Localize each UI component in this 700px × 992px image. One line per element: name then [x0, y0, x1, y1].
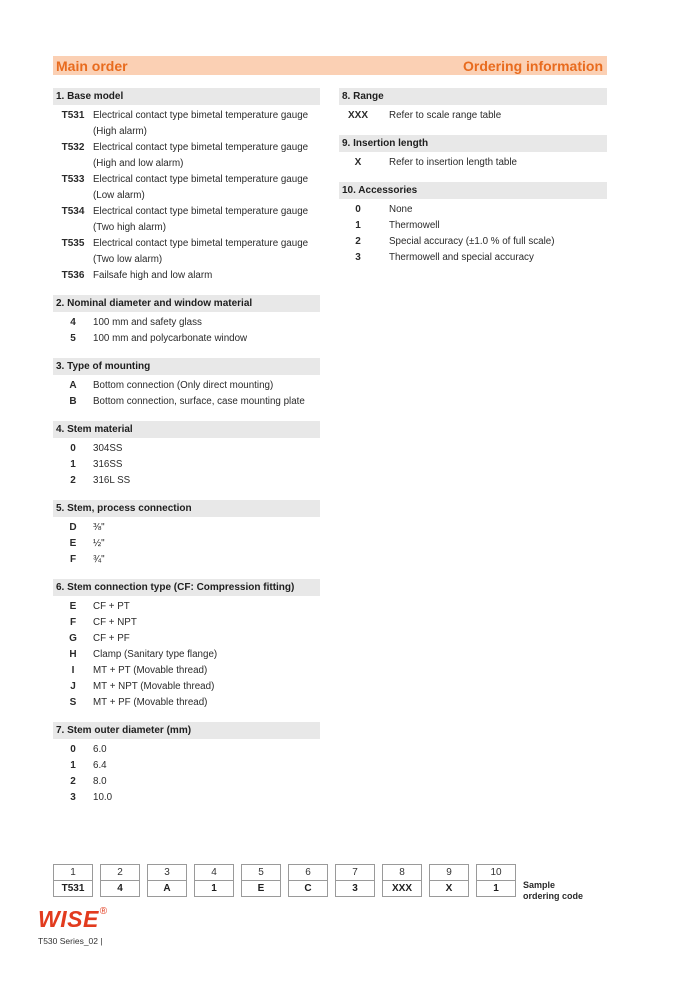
option-code — [53, 124, 93, 140]
option-description: Refer to insertion length table — [389, 157, 517, 168]
option-description: Refer to scale range table — [389, 110, 502, 121]
option-description: (Low alarm) — [93, 190, 145, 201]
code-value: 3 — [335, 881, 375, 897]
option-row — [339, 108, 607, 124]
code-box — [100, 864, 140, 897]
option-code: X — [354, 157, 362, 168]
option-row — [53, 647, 320, 663]
option-row — [53, 140, 320, 156]
option-code: 4 — [70, 317, 76, 328]
option-row — [53, 108, 320, 124]
option-code: J — [70, 681, 76, 692]
option-code: XXX — [347, 110, 368, 121]
code-box — [476, 864, 516, 897]
option-row — [53, 552, 320, 568]
section — [339, 135, 607, 171]
option-code: F — [69, 617, 77, 628]
option-description: Electrical contact type bimetal temperature gauge — [93, 206, 309, 217]
option-code: T532 — [61, 142, 85, 153]
option-row — [53, 252, 320, 268]
header-right-title: Ordering information — [463, 57, 603, 74]
option-code — [53, 188, 93, 204]
option-code: A — [69, 380, 77, 391]
option-row — [53, 599, 320, 615]
code-value: 4 — [100, 881, 140, 897]
option-description: MT + PT (Movable thread) — [93, 665, 208, 676]
code-box — [288, 864, 328, 897]
section-title: 5. Stem, process connection — [53, 500, 320, 517]
code-value: T531 — [53, 881, 93, 897]
option-code: D — [69, 522, 77, 533]
option-code: 2 — [70, 776, 76, 787]
option-code: S — [69, 697, 77, 708]
sample-ordering-code — [53, 864, 583, 902]
option-code — [53, 252, 93, 268]
option-description: 6.0 — [93, 744, 107, 755]
section — [339, 182, 607, 266]
option-row — [53, 236, 320, 252]
code-box — [335, 864, 375, 897]
option-description: (Two high alarm) — [93, 222, 166, 233]
option-description: ½" — [93, 538, 105, 549]
option-row — [53, 441, 320, 457]
option-row — [53, 679, 320, 695]
option-description: 316L SS — [93, 475, 131, 486]
logo-text: WISE — [38, 906, 99, 932]
option-description: Electrical contact type bimetal temperature gauge — [93, 174, 309, 185]
option-row — [53, 268, 320, 284]
option-row — [53, 124, 320, 140]
code-box — [53, 864, 93, 897]
option-code: 0 — [70, 744, 76, 755]
footer-series: T530 Series_02 | — [38, 936, 103, 946]
code-boxes — [53, 864, 523, 897]
code-position-number: 4 — [194, 864, 234, 881]
code-position-number: 6 — [288, 864, 328, 881]
section-title: 4. Stem material — [53, 421, 320, 438]
section-title: 9. Insertion length — [339, 135, 607, 152]
option-row — [53, 220, 320, 236]
code-box — [147, 864, 187, 897]
option-code: 0 — [70, 443, 76, 454]
option-description: CF + NPT — [93, 617, 137, 628]
section — [53, 722, 320, 806]
option-row — [53, 394, 320, 410]
option-code — [53, 156, 93, 172]
section — [339, 88, 607, 124]
section-title: 10. Accessories — [339, 182, 607, 199]
option-row — [53, 315, 320, 331]
option-description: ⅜" — [93, 522, 105, 533]
section-title: 8. Range — [339, 88, 607, 105]
option-description: (High and low alarm) — [93, 158, 184, 169]
code-value: 1 — [194, 881, 234, 897]
option-code: 3 — [70, 792, 76, 803]
option-description: 100 mm and polycarbonate window — [93, 333, 248, 344]
option-description: 8.0 — [93, 776, 107, 787]
option-code — [53, 220, 93, 236]
section — [53, 579, 320, 711]
option-row — [53, 615, 320, 631]
option-row — [53, 695, 320, 711]
option-description: Special accuracy (±1.0 % of full scale) — [389, 236, 555, 247]
option-row — [339, 218, 607, 234]
code-value: E — [241, 881, 281, 897]
option-description: MT + NPT (Movable thread) — [93, 681, 215, 692]
code-box — [429, 864, 469, 897]
option-row — [339, 234, 607, 250]
right-column — [339, 88, 607, 277]
option-description: Thermowell — [389, 220, 440, 231]
option-code: F — [69, 554, 77, 565]
option-code: 5 — [70, 333, 76, 344]
option-description: (Two low alarm) — [93, 254, 163, 265]
code-position-number: 2 — [100, 864, 140, 881]
code-position-number: 8 — [382, 864, 422, 881]
option-code: H — [69, 649, 77, 660]
option-code: 1 — [355, 220, 361, 231]
code-value: 1 — [476, 881, 516, 897]
section-title: 7. Stem outer diameter (mm) — [53, 722, 320, 739]
option-description: 10.0 — [93, 792, 113, 803]
section-title: 6. Stem connection type (CF: Compression fitting) — [53, 579, 320, 596]
wise-logo — [38, 906, 107, 933]
code-value: X — [429, 881, 469, 897]
code-position-number: 10 — [476, 864, 516, 881]
section — [53, 295, 320, 347]
option-code: E — [69, 601, 77, 612]
code-value: XXX — [382, 881, 422, 897]
option-code: 1 — [70, 459, 76, 470]
option-row — [53, 457, 320, 473]
option-code: T535 — [61, 238, 85, 249]
section — [53, 500, 320, 568]
option-description: (High alarm) — [93, 126, 147, 137]
option-code: 1 — [70, 760, 76, 771]
option-row — [339, 250, 607, 266]
option-description: 100 mm and safety glass — [93, 317, 202, 328]
code-position-number: 7 — [335, 864, 375, 881]
option-description: CF + PF — [93, 633, 130, 644]
option-row — [53, 790, 320, 806]
option-row — [53, 758, 320, 774]
option-code: T534 — [61, 206, 85, 217]
option-description: Electrical contact type bimetal temperature gauge — [93, 142, 309, 153]
section — [53, 421, 320, 489]
option-row — [53, 631, 320, 647]
section-title: 1. Base model — [53, 88, 320, 105]
code-position-number: 5 — [241, 864, 281, 881]
code-position-number: 3 — [147, 864, 187, 881]
sample-ordering-label — [523, 880, 583, 902]
option-row — [53, 172, 320, 188]
option-description: Thermowell and special accuracy — [389, 252, 534, 263]
option-row — [339, 155, 607, 171]
option-description: MT + PF (Movable thread) — [93, 697, 208, 708]
option-row — [53, 520, 320, 536]
option-row — [53, 663, 320, 679]
option-description: ¾" — [93, 554, 105, 565]
option-description: Clamp (Sanitary type flange) — [93, 649, 218, 660]
option-code: T536 — [61, 270, 85, 281]
section — [53, 358, 320, 410]
option-row — [53, 774, 320, 790]
code-position-number: 9 — [429, 864, 469, 881]
code-box — [241, 864, 281, 897]
code-value: C — [288, 881, 328, 897]
option-code: G — [69, 633, 77, 644]
option-row — [53, 536, 320, 552]
registered-mark: ® — [99, 906, 108, 917]
option-code: 2 — [355, 236, 361, 247]
header-left-title: Main order — [56, 57, 128, 74]
option-row — [53, 331, 320, 347]
option-code: E — [69, 538, 77, 549]
section-title: 2. Nominal diameter and window material — [53, 295, 320, 312]
option-code: B — [69, 396, 77, 407]
left-column — [53, 88, 320, 817]
header-bar — [53, 56, 607, 75]
option-description: CF + PT — [93, 601, 130, 612]
code-box — [382, 864, 422, 897]
option-row — [53, 473, 320, 489]
section — [53, 88, 320, 284]
option-code: 2 — [70, 475, 76, 486]
option-row — [53, 204, 320, 220]
option-code: 3 — [355, 252, 361, 263]
option-row — [53, 378, 320, 394]
option-description: 6.4 — [93, 760, 107, 771]
option-row — [53, 156, 320, 172]
option-description: Bottom connection, surface, case mounting plate — [93, 396, 305, 407]
option-row — [339, 202, 607, 218]
option-description: 316SS — [93, 459, 123, 470]
option-description: Bottom connection (Only direct mounting) — [93, 380, 274, 391]
code-position-number: 1 — [53, 864, 93, 881]
option-description: Electrical contact type bimetal temperature gauge — [93, 238, 309, 249]
option-code: T531 — [61, 110, 85, 121]
section-title: 3. Type of mounting — [53, 358, 320, 375]
sample-label-line1: Sample — [523, 880, 556, 890]
option-row — [53, 742, 320, 758]
option-code: I — [71, 665, 75, 676]
option-code: T533 — [61, 174, 85, 185]
sample-label-line2: ordering code — [523, 891, 584, 901]
code-box — [194, 864, 234, 897]
option-description: Electrical contact type bimetal temperature gauge — [93, 110, 309, 121]
code-value: A — [147, 881, 187, 897]
option-description: Failsafe high and low alarm — [93, 270, 213, 281]
option-description: 304SS — [93, 443, 123, 454]
option-code: 0 — [355, 204, 361, 215]
option-row — [53, 188, 320, 204]
option-description: None — [389, 204, 413, 215]
